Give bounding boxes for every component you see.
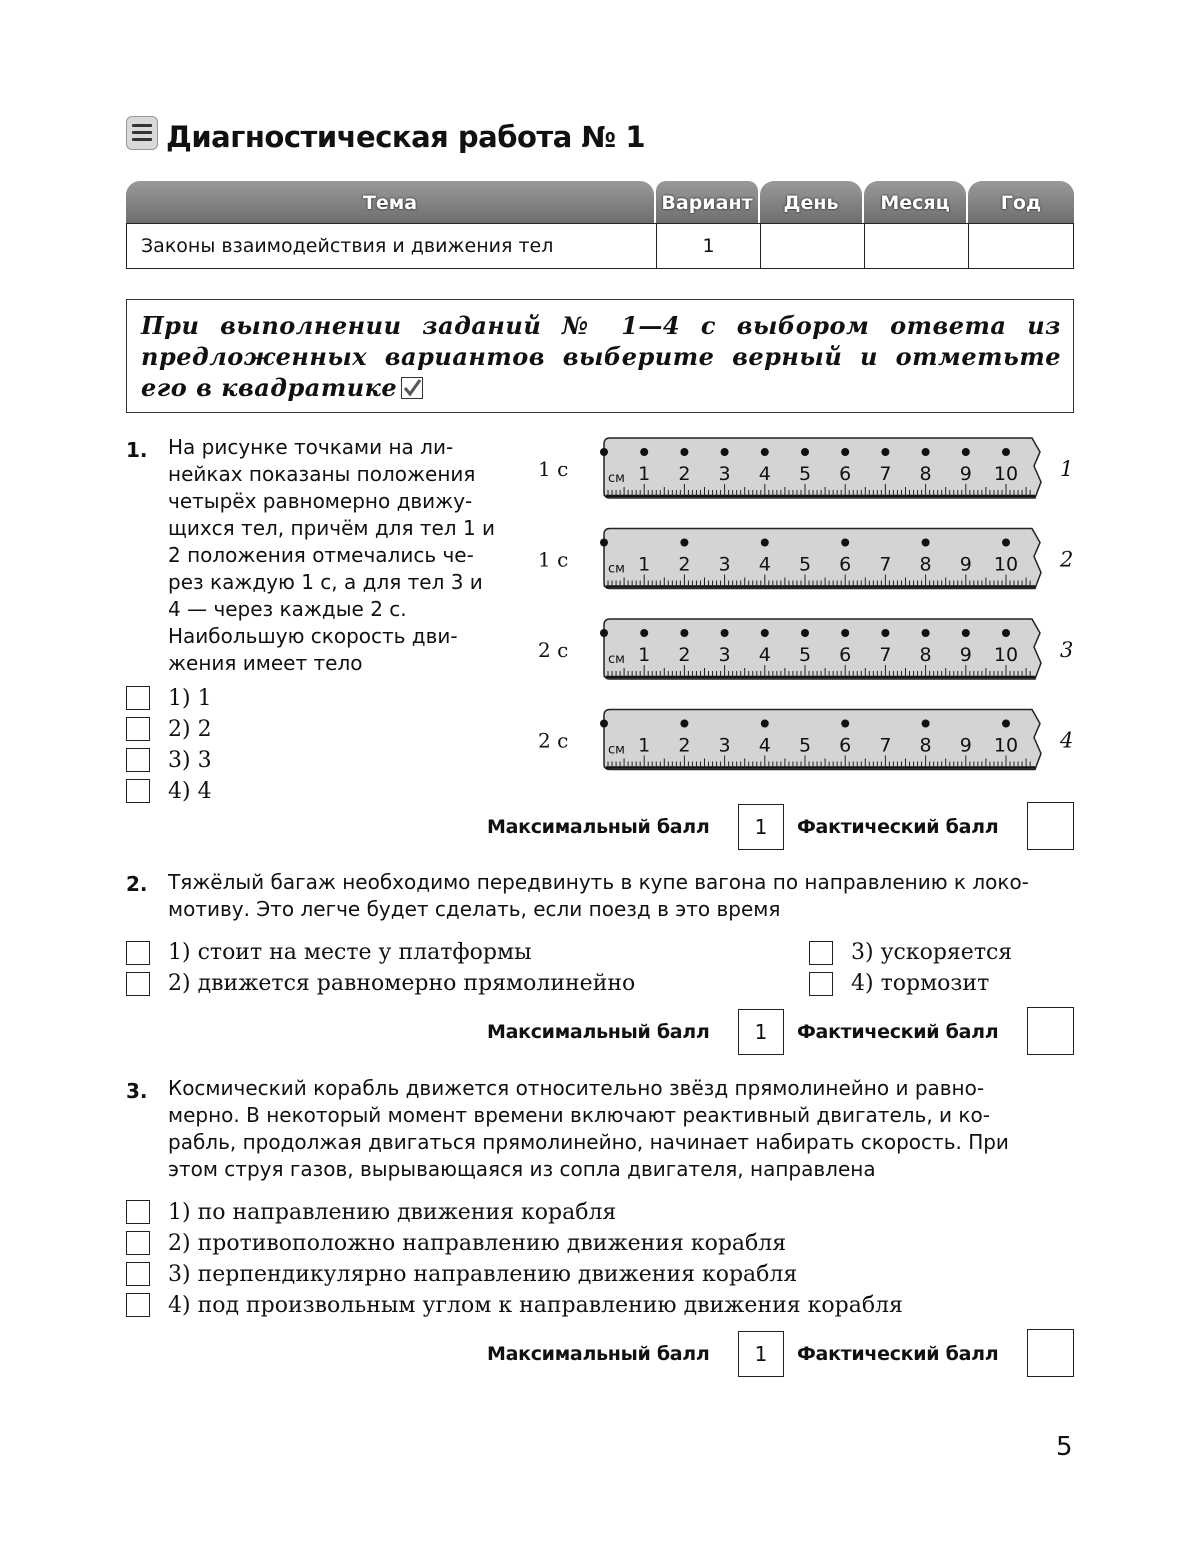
q3-max-score-value: 1 xyxy=(738,1331,784,1377)
day-cell[interactable] xyxy=(760,223,865,269)
position-dot xyxy=(841,539,849,547)
instruction-label: При выполнении заданий № 1—4 с выбором ответа из предложенных вариантов выберите верный и отметьте его в квадратике xyxy=(141,311,1061,402)
q3-line: мерно. В некоторый момент времени включают реактивный двигатель, и ко- xyxy=(168,1103,990,1127)
ruler-interval-label: 1 с xyxy=(538,547,569,572)
ruler-tick-label: 8 xyxy=(919,463,932,485)
position-dot xyxy=(761,629,769,637)
ruler-body-number: 1 xyxy=(1060,457,1074,481)
page-title: Диагностическая работа № 1 xyxy=(166,120,646,154)
q2-line: Тяжёлый багаж необходимо передвинуть в купе вагона по направлению к локо- xyxy=(168,870,1029,894)
question-2-number: 2. xyxy=(126,872,148,896)
q2-max-score-value: 1 xyxy=(738,1009,784,1055)
position-dot xyxy=(801,448,809,456)
q1-option-3: 3) 3 xyxy=(168,748,212,773)
question-1-text xyxy=(168,434,508,677)
rulers-svg xyxy=(530,430,1090,800)
position-dot xyxy=(721,448,729,456)
ruler-tick-label: 3 xyxy=(718,553,731,576)
position-dot xyxy=(1002,629,1010,637)
position-dot xyxy=(922,539,930,547)
ruler xyxy=(604,710,1041,770)
ruler-tick-label: 2 xyxy=(678,734,691,757)
q2-max-score-label: Максимальный балл xyxy=(487,1021,710,1043)
tab-variant: Вариант xyxy=(656,181,758,223)
ruler-tick-label: 7 xyxy=(879,553,892,576)
year-cell[interactable] xyxy=(968,223,1074,269)
q2-option-4: 4) тормозит xyxy=(851,971,990,996)
q3-option-1-checkbox[interactable] xyxy=(126,1200,150,1224)
ruler-body-number: 3 xyxy=(1060,638,1074,662)
ruler-tick-label: 4 xyxy=(758,463,771,485)
position-dot xyxy=(600,448,608,456)
ruler xyxy=(604,529,1041,589)
ruler-unit-label: см xyxy=(608,742,625,758)
ruler-tick-label: 5 xyxy=(798,644,812,666)
position-dot xyxy=(680,448,688,456)
q1-option-1-checkbox[interactable] xyxy=(126,686,150,710)
q1-line: нейках показаны положения xyxy=(168,462,476,486)
tab-day: День xyxy=(760,181,862,223)
ruler-interval-label: 1 с xyxy=(538,457,569,481)
position-dot xyxy=(922,629,930,637)
ruler-tick-label: 4 xyxy=(758,734,771,757)
position-dot xyxy=(1002,720,1010,728)
q2-option-2-checkbox[interactable] xyxy=(126,972,150,996)
q2-fact-score-label: Фактический балл xyxy=(797,1021,999,1043)
q2-fact-score-box[interactable] xyxy=(1027,1007,1074,1055)
question-3-text xyxy=(168,1075,1078,1183)
ruler-tick-label: 9 xyxy=(959,644,972,666)
q1-fact-score-box[interactable] xyxy=(1027,802,1074,850)
ruler-tick-label: 2 xyxy=(678,644,691,666)
ruler xyxy=(604,438,1041,498)
q1-line: 2 положения отмечались че- xyxy=(168,543,474,567)
ruler-tick-label: 3 xyxy=(718,463,731,485)
q2-option-3: 3) ускоряется xyxy=(851,940,1013,965)
rulers-figure xyxy=(530,430,1090,800)
q3-line: этом струя газов, вырывающаяся из сопла двигателя, направлена xyxy=(168,1157,876,1181)
ruler-body-number: 2 xyxy=(1060,547,1074,572)
q1-max-score-label: Максимальный балл xyxy=(487,816,710,838)
q1-option-3-checkbox[interactable] xyxy=(126,748,150,772)
q1-max-score-value: 1 xyxy=(738,804,784,850)
q1-line: рез каждую 1 с, а для тел 3 и xyxy=(168,570,483,594)
ruler-tick-label: 7 xyxy=(879,734,892,757)
ruler-tick-label: 10 xyxy=(993,734,1019,757)
position-dot xyxy=(680,629,688,637)
ruler-tick-label: 5 xyxy=(798,734,812,757)
ruler-tick-label: 10 xyxy=(993,463,1019,485)
ruler-tick-label: 9 xyxy=(959,553,972,576)
checkbox-checked-icon xyxy=(401,377,423,399)
ruler-tick-label: 3 xyxy=(718,644,731,666)
ruler-tick-label: 5 xyxy=(798,553,812,576)
q3-option-4: 4) под произвольным углом к направлению движения корабля xyxy=(168,1293,903,1318)
header-table xyxy=(126,181,1074,271)
ruler-interval-label: 2 с xyxy=(538,638,569,662)
question-1-number: 1. xyxy=(126,438,148,462)
ruler-tick-label: 9 xyxy=(959,463,972,485)
ruler-tick-label: 10 xyxy=(993,553,1019,576)
ruler-tick-label: 4 xyxy=(758,553,771,576)
ruler-unit-label: см xyxy=(608,471,625,486)
q2-option-1-checkbox[interactable] xyxy=(126,941,150,965)
ruler-tick-label: 7 xyxy=(879,463,892,485)
position-dot xyxy=(640,629,648,637)
instruction-text xyxy=(141,310,1061,403)
q3-option-1: 1) по направлению движения корабля xyxy=(168,1200,617,1225)
ruler-body-number: 4 xyxy=(1060,728,1074,753)
q3-option-3-checkbox[interactable] xyxy=(126,1262,150,1286)
q3-option-3: 3) перпендикулярно направлению движения корабля xyxy=(168,1262,798,1287)
ruler-tick-label: 6 xyxy=(839,644,852,666)
topic-cell: Законы взаимодействия и движения тел xyxy=(126,223,657,269)
position-dot xyxy=(640,448,648,456)
ruler-tick-label: 2 xyxy=(678,553,691,576)
ruler-tick-label: 8 xyxy=(919,553,932,576)
ruler-interval-label: 2 с xyxy=(538,728,569,753)
ruler-tick-label: 1 xyxy=(638,734,651,757)
position-dot xyxy=(962,448,970,456)
ruler-tick-label: 8 xyxy=(919,734,932,757)
q1-line: жения имеет тело xyxy=(168,651,363,675)
q3-option-2: 2) противоположно направлению движения корабля xyxy=(168,1231,787,1256)
q2-option-4-checkbox[interactable] xyxy=(809,972,833,996)
ruler-tick-label: 1 xyxy=(638,644,651,666)
q2-line: мотиву. Это легче будет сделать, если поезд в это время xyxy=(168,897,781,921)
position-dot xyxy=(922,720,930,728)
q1-line: Наибольшую скорость дви- xyxy=(168,624,458,648)
position-dot xyxy=(841,448,849,456)
q1-option-2-checkbox[interactable] xyxy=(126,717,150,741)
question-2-text xyxy=(168,869,1078,923)
ruler-tick-label: 7 xyxy=(879,644,892,666)
ruler-tick-label: 4 xyxy=(758,644,771,666)
ruler xyxy=(604,619,1041,679)
ruler-tick-label: 6 xyxy=(839,553,852,576)
ruler-tick-label: 10 xyxy=(993,644,1019,666)
tab-year: Год xyxy=(968,181,1074,223)
page-number: 5 xyxy=(1056,1432,1073,1462)
position-dot xyxy=(841,720,849,728)
q1-fact-score-label: Фактический балл xyxy=(797,816,999,838)
position-dot xyxy=(680,720,688,728)
tab-month: Месяц xyxy=(864,181,966,223)
ruler-tick-label: 2 xyxy=(678,463,691,485)
q2-option-3-checkbox[interactable] xyxy=(809,941,833,965)
q1-line: На рисунке точками на ли- xyxy=(168,435,454,459)
q1-option-1: 1) 1 xyxy=(168,686,212,711)
ruler-tick-label: 8 xyxy=(919,644,932,666)
title-list-icon xyxy=(126,116,158,150)
ruler-tick-label: 6 xyxy=(839,463,852,485)
q1-line: 4 — через каждые 2 с. xyxy=(168,597,407,621)
ruler-unit-label: см xyxy=(608,652,625,667)
ruler-tick-label: 3 xyxy=(718,734,731,757)
tab-topic: Тема xyxy=(126,181,654,223)
position-dot xyxy=(600,539,608,547)
ruler-tick-label: 5 xyxy=(798,463,812,485)
q3-max-score-label: Максимальный балл xyxy=(487,1343,710,1365)
q3-line: Космический корабль движется относительно звёзд прямолинейно и равно- xyxy=(168,1076,985,1100)
instruction-box xyxy=(126,299,1074,413)
month-cell[interactable] xyxy=(864,223,969,269)
position-dot xyxy=(680,539,688,547)
position-dot xyxy=(721,629,729,637)
q3-fact-score-box[interactable] xyxy=(1027,1329,1074,1377)
position-dot xyxy=(761,539,769,547)
position-dot xyxy=(600,720,608,728)
position-dot xyxy=(1002,448,1010,456)
q2-option-1: 1) стоит на месте у платформы xyxy=(168,940,532,965)
position-dot xyxy=(600,629,608,637)
q3-line: рабль, продолжая двигаться прямолинейно, начинает набирать скорость. При xyxy=(168,1130,1009,1154)
q1-option-4-checkbox[interactable] xyxy=(126,779,150,803)
q1-line: четырёх равномерно движу- xyxy=(168,489,473,513)
ruler-tick-label: 1 xyxy=(638,553,651,576)
ruler-tick-label: 6 xyxy=(839,734,852,757)
position-dot xyxy=(1002,539,1010,547)
position-dot xyxy=(881,629,889,637)
q3-fact-score-label: Фактический балл xyxy=(797,1343,999,1365)
position-dot xyxy=(761,720,769,728)
ruler-tick-label: 1 xyxy=(638,463,651,485)
position-dot xyxy=(962,629,970,637)
q1-option-2: 2) 2 xyxy=(168,717,212,742)
q1-option-4: 4) 4 xyxy=(168,779,212,804)
position-dot xyxy=(801,629,809,637)
q3-option-2-checkbox[interactable] xyxy=(126,1231,150,1255)
q3-option-4-checkbox[interactable] xyxy=(126,1293,150,1317)
position-dot xyxy=(881,448,889,456)
ruler-tick-label: 9 xyxy=(959,734,972,757)
question-3-number: 3. xyxy=(126,1079,148,1103)
position-dot xyxy=(922,448,930,456)
ruler-unit-label: см xyxy=(608,561,625,577)
variant-cell: 1 xyxy=(656,223,761,269)
q2-option-2: 2) движется равномерно прямолинейно xyxy=(168,971,636,996)
position-dot xyxy=(761,448,769,456)
position-dot xyxy=(841,629,849,637)
q1-line: щихся тел, причём для тел 1 и xyxy=(168,516,496,540)
